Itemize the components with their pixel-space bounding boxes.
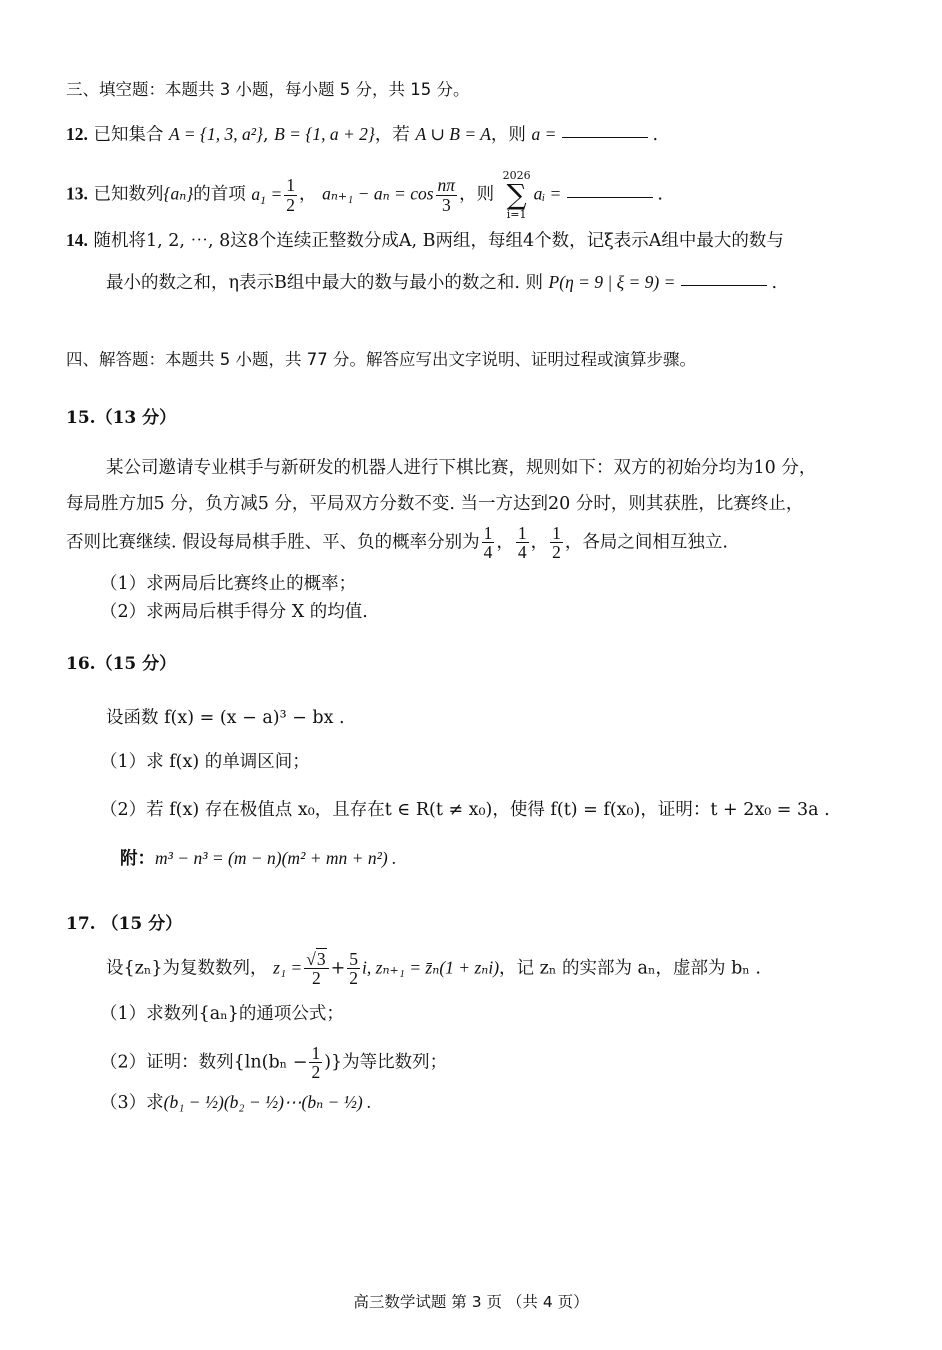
question-13: 13. 已知数列{aₙ}的首项 $a_1$ = $\frac{1}{2}$ ， aₙ₊₁ − aₙ = cos $\frac{n\pi}{3}$ ，则 2026 ∑ i=1 aᵢ = . (66, 169, 663, 221)
q17-sub2-suffix: )}为等比数列； (324, 1052, 448, 1073)
q13-seq: {aₙ} (163, 183, 194, 204)
q15-subquestion-2: （2）求两局后棋手得分 X 的均值. (100, 602, 368, 622)
section-3-heading: 三、填空题：本题共 3 小题，每小题 5 分，共 15 分。 (66, 80, 470, 99)
q15-line-3-suffix: ，各局之间相互独立. (564, 532, 728, 553)
q15-line-3-prefix: 否则比赛继续. 假设每局棋手胜、平、负的概率分别为 (66, 532, 480, 553)
fraction-one-half: $\frac{1}{2}$ (286, 175, 296, 215)
fraction-n-pi-over-3 (436, 176, 458, 214)
section-4-heading: 四、解答题：本题共 5 小题，共 77 分。解答应写出文字说明、证明过程或演算步骤。 (66, 350, 696, 369)
q12-condition: A ∪ B = A (415, 124, 491, 144)
q15-paragraph-line-3: 否则比赛继续. 假设每局棋手胜、平、负的概率分别为 $\frac{1}{4}$ ， $\frac{1}{4}$ ， $\frac{1}{2}$ ，各局之间相互独立. (66, 523, 728, 563)
q17-sub2-prefix: （2）证明：数列{ln(bₙ − (100, 1052, 308, 1073)
q16-subquestion-1: （1）求 f(x) 的单调区间； (100, 752, 310, 772)
summation-symbol: 2026 ∑ i=1 (502, 169, 531, 221)
appendix-label: 附： (120, 849, 155, 869)
appendix-formula: m³ − n³ = (m − n)(m² + mn + n²) . (155, 848, 397, 868)
answer-blank[interactable] (567, 196, 653, 198)
q12-ask-var: a = (531, 124, 557, 144)
probability-lose: $\frac{1}{2}$ (552, 523, 561, 563)
q13-sum-body: aᵢ = (533, 183, 562, 204)
fraction-sqrt3-over-2: $\frac{√3}{2}$ (304, 950, 328, 988)
answer-blank[interactable] (681, 284, 767, 286)
q14-text-line-2: 最小的数之和，η表示B组中最大的数与最小的数之和. 则 (106, 273, 543, 293)
q16-definition: 设函数 f(x) = (x − a)³ − bx . (106, 708, 345, 728)
q17-recurrence: i, zₙ₊₁ = z̄ₙ(1 + zₙi) (362, 957, 500, 978)
frac-numerator: 5 (349, 949, 359, 969)
q14-text-line-1: 随机将1, 2, ⋯, 8这8个连续正整数分成A, B两组，每组4个数，记ξ表示A组中最大的数与 (93, 231, 784, 251)
q17-def-prefix: 设{zₙ}为复数数列， (106, 958, 268, 979)
q12-ask: ，则 (490, 125, 526, 145)
q15-paragraph-line-1: 某公司邀请专业棋手与新研发的机器人进行下棋比赛，规则如下：双方的初始分均为10 分， (106, 458, 817, 478)
q17-subquestion-3 (100, 1092, 371, 1114)
answer-blank[interactable] (562, 136, 648, 138)
q13-ask: ，则 (459, 184, 495, 205)
probability-draw: $\frac{1}{4}$ (517, 523, 527, 563)
question-number: 12. (66, 124, 88, 144)
q15-paragraph-line-2: 每局胜方加5 分，负方减5 分，平局双方分数不变. 当一方达到20 分时，则其获胜，比赛终止， (66, 494, 804, 514)
question-14-line-1 (66, 230, 784, 252)
q16-subquestion-2: （2）若 f(x) 存在极值点 x₀，且存在t ∈ R(t ≠ x₀)，使得 f(t) = f(x₀)，证明：t + 2x₀ = 3a . (100, 800, 830, 820)
fraction-one-half: $\frac{1}{2}$ (311, 1043, 321, 1083)
page-footer: 高三数学试题 第 3 页 （共 4 页） (353, 1293, 589, 1311)
question-16-title: 16.（15 分） (66, 654, 177, 674)
q17-z1-lhs: z₁ = (273, 957, 303, 978)
q13-first-term-label: 的首项 (193, 184, 246, 205)
sum-lower-limit: i=1 (506, 208, 527, 221)
q12-set-a: A = {1, 3, a²} (169, 124, 263, 144)
q14-probability: P(η = 9 | ξ = 9) = (548, 272, 676, 292)
q16-appendix (120, 848, 396, 870)
frac-numerator: nπ (437, 175, 456, 196)
question-number: 14. (66, 230, 88, 250)
q17-sub3-prefix: （3）求 (100, 1093, 164, 1113)
frac-denominator: 2 (312, 968, 321, 989)
q12-intro: 已知集合 (93, 125, 164, 145)
q17-subquestion-2 (100, 1044, 447, 1082)
q15-subquestion-1: （1）求两局后比赛终止的概率； (100, 574, 357, 594)
question-17-title: 17. （15 分） (66, 914, 183, 934)
q13-intro: 已知数列 (93, 184, 164, 205)
probability-win: $\frac{1}{4}$ (483, 523, 493, 563)
q12-condition-prefix: ，若 (374, 125, 410, 145)
sum-upper-limit: 2026 (502, 169, 531, 182)
q17-definition: 设{zₙ}为复数数列， z₁ = $\frac{√3}{2}$ + $\frac{5}{2}$ i, zₙ₊₁ = z̄ₙ(1 + zₙi)，记 zₙ 的实部为 aₙ，虚部为 bₙ . (106, 949, 761, 989)
q17-sub3-expression: (b₁ − ½)(b₂ − ½)⋯(bₙ − ½) . (163, 1092, 372, 1112)
question-14-line-2: 最小的数之和，η表示B组中最大的数与最小的数之和. 则 P(η = 9 | ξ = 9) = . (106, 272, 778, 293)
fraction-5-over-2: $\frac{5}{2}$ (349, 949, 359, 989)
question-12: 12. 已知集合 A = {1, 3, a²}, B = {1, a + 2}，若 A ∪ B = A，则 a = . (66, 124, 659, 145)
q17-def-suffix: ，记 zₙ 的实部为 aₙ，虚部为 bₙ . (499, 958, 761, 979)
q17-subquestion-1: （1）求数列{aₙ}的通项公式； (100, 1004, 344, 1024)
q13-recurrence: aₙ₊₁ − aₙ = cos (322, 183, 434, 204)
q12-set-b: B = {1, a + 2} (274, 124, 375, 144)
question-15-title: 15.（13 分） (66, 408, 177, 428)
frac-denominator: 3 (441, 194, 451, 215)
question-number: 13. (66, 183, 88, 204)
sqrt-radicand: 3 (316, 949, 326, 969)
